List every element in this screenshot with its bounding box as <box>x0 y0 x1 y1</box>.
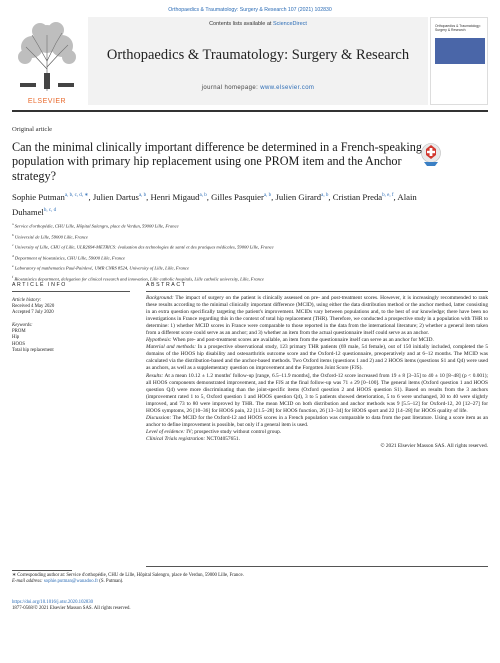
accepted-date: Accepted 7 July 2020 <box>12 310 54 316</box>
received-date: Received 4 May 2020 <box>12 304 55 310</box>
author-list: Sophie Putman$^{a, b, c, d, ∗}$, Julien Dartus$^{a, b}$, Henri Migaud$^{a, b}$, Gilles Pasquier$^{a, b}$, Julien Girard$^{a, b}$, Cristian Preda$^{b, e, f}$, Alain Duhamel$^{b, c, d}$ <box>12 191 417 218</box>
article-info-heading: ARTICLE INFO <box>12 282 130 292</box>
cover-band <box>435 38 485 64</box>
rights-statement: 1877-0568/© 2021 Elsevier Masson SAS. All rights reserved. <box>12 606 131 612</box>
author[interactable]: Sophie Putman$^{a, b, c, d, ∗}$ <box>12 191 89 202</box>
abstract-column <box>146 282 488 450</box>
homepage-link[interactable]: www.elsevier.com <box>260 85 315 91</box>
affiliation: $^d$ Department of biostatistics, CHU Lille, 59000 Lille, France <box>12 253 126 261</box>
homepage-prefix: journal homepage: <box>201 85 259 91</box>
affiliation: $^b$ Université de Lille, 59000 Lille, France <box>12 232 89 240</box>
elsevier-tree-icon <box>12 17 82 95</box>
abstract-discussion: Discussion: The MCID for the Oxford-12 and HOOS scores in a French population was comparable to data from the past literature. Using a score item as an anchor to define improvement is possible, but only if a general item is used. <box>146 414 488 428</box>
author[interactable]: Julien Dartus$^{a, b}$ <box>92 191 147 202</box>
abstract-level: Level of evidence: IV; prospective study without control group. <box>146 428 282 435</box>
abstract-hypothesis: Hypothesis: When pre- and post-treatment scores are available, an item from the questionnaire itself can serve as an anchor for MCID. <box>146 337 434 344</box>
crossmark-icon[interactable] <box>420 142 442 168</box>
keywords <box>12 323 132 353</box>
article-type: Original article <box>12 126 53 133</box>
keyword[interactable]: PROM <box>12 329 26 335</box>
journal-header-band <box>88 17 428 105</box>
journal-title[interactable]: Orthopaedics & Traumatology: Surgery & Research <box>106 47 410 63</box>
abstract-trial: Clinical Trials registration: NCT04057651. <box>146 435 240 442</box>
article-info-column <box>12 282 132 354</box>
header-divider <box>12 110 488 112</box>
footnote-rule <box>12 570 72 571</box>
doi-block <box>12 600 488 613</box>
article-title: Can the minimal clinically important difference be determined in a French-speaking population with primary hip replacement using one PROM item and the Anchor strategy? <box>12 140 422 183</box>
author[interactable]: Alain Duhamel$^{b, c, d}$ <box>12 191 417 218</box>
keyword[interactable]: Hip <box>12 335 20 341</box>
email-line <box>12 579 488 585</box>
keyword[interactable]: Total hip replacement <box>12 347 54 353</box>
abstract-body <box>146 295 488 450</box>
affiliation: $^a$ Service d'orthopédie, CHU Lille, Hôpital Salengro, place de Verdun, 59000 Lille, France <box>12 222 179 229</box>
cover-title: Orthopaedics & Traumatology: Surgery & Research <box>435 24 481 32</box>
abstract-copyright: © 2021 Elsevier Masson SAS. All rights reserved. <box>380 442 488 449</box>
author[interactable]: Gilles Pasquier$^{a, b}$ <box>211 191 272 202</box>
affiliation-list <box>12 220 488 283</box>
journal-header <box>12 17 488 107</box>
doi-link[interactable]: https://doi.org/10.1016/j.otsr.2020.102830 <box>12 600 94 605</box>
abstract-heading: ABSTRACT <box>146 282 488 292</box>
author[interactable]: Cristian Preda$^{b, e, f}$ <box>332 191 394 202</box>
keyword[interactable]: HOOS <box>12 341 26 347</box>
email-label: E-mail address: <box>12 579 43 585</box>
history-label: Article history: <box>12 298 42 303</box>
abstract-background: Background: The impact of surgery on the patient is clinically assessed on pre- and post-treatment scores. However, it is increasingly recommended to rank these results according to the minimal clinically important difference (MCID), using either the data distribution method or the anchor method, latter consisting in an extra question specifically targeting the patient's improvement. MCIDs vary between populations and, to the best of our knowledge; there have been no investigations in France regarding this in the context of total hip replacement (THR). Therefore, we conducted a prospective study in a population with THR to determine: 1) whether MCID scores in France were comparable to those reported in the data from the international literature; 2) whether a general item taken from a different score could serve as an anchor; and 3) whether an item from the actual questionnaire itself could serve as an anchor. <box>146 295 488 337</box>
email-suffix: (S. Putman). <box>99 579 124 585</box>
author[interactable]: Henri Migaud$^{a, b}$ <box>150 191 207 202</box>
corresponding-author-footnote <box>12 573 488 586</box>
journal-citation[interactable]: Orthopaedics & Traumatology: Surgery & Research 107 (2021) 102830 <box>168 7 332 13</box>
elsevier-logo-text: ELSEVIER <box>27 98 67 105</box>
keywords-label: Keywords: <box>12 323 33 329</box>
contents-line <box>88 21 428 27</box>
sciencedirect-link[interactable]: ScienceDirect <box>272 21 307 27</box>
affiliation: $^f$ Biostatistics department, delegation for clinical research and innovation, Lille catholic hospitals, Lille catholic university, Lille, France <box>12 274 265 282</box>
journal-cover-thumbnail[interactable] <box>430 17 488 105</box>
affiliation: $^c$ University of Lille, CHU of Lille, ULR2694-METRICS: évaluation des technologies de santé et des pratiques médicales, 59000 Lille, France <box>12 243 274 250</box>
homepage-line <box>88 85 428 91</box>
article-history <box>12 298 132 316</box>
abstract-methods: Material and methods: In a prospective observational study, 123 primary THR patients (69 male, 54 female), out of 150 initially included, completed the 5 domains of the HOOS hip disability and osteoarthritis outcome score and the Oxford-12 questionnaire, preoperatively and at 6–12 months. The MCID was calculated via the distribution-based and the anchor-based methods. Two Oxford items (questions 1 and 2) and 2 HOOS items (questions S1 and Q4) were used as anchors, as well as a supplementary question on improvement and the Forgotten Joint Score (FJS). <box>146 344 489 372</box>
author[interactable]: Julien Girard$^{a, b}$ <box>275 191 329 202</box>
abstract-results: Results: At a mean 10.12 ± 1.2 months' follow-up [range, 6.5–11.9 months], the Oxford-12 score increased from 19 ± 8 [3–35] to 40 ± 10 [8–48] (p < 0.001); all HOOS components demonstrated improvement, and the FJS at the final follow-up was 71 ± 29 [0–100]. The general items (Oxford question 1 and HOOS question Q4) were more discriminating than the joint-specific items (Oxford question 2 and HOOS question S1). Based on results from the 3 anchors (improvement rated 1 to 5, Oxford question 1 and HOOS question Q4), 3 to 5 patients showed deterioration, 5 to 6 were unchanged, 30 to 40 were slightly improved, and 73 to 80 were improved by THR. The mean MCID on both distribution and anchor methods was 9 [5.5–12] for Oxford-12, 20 [12–27] for HOOS symptoms, 26 [10–36] for HOOS pain, 22 [11.5–28] for HOOS function, 26 [13–34] for HOOS sport and 22 [14–28] for HOOS quality of life. <box>146 372 488 414</box>
contents-prefix: Contents lists available at <box>209 21 272 27</box>
affiliation: $^e$ Laboratory of mathematics Paul-Painlevé, UMR CNRS 8524, University of Lille, Lille, France <box>12 264 190 271</box>
corresponding-author-text: ∗ Corresponding author at: Service d'orthopédie, CHU de Lille, Hôpital Salengro, place de Verdun, 59000 Lille, France. <box>12 573 244 578</box>
elsevier-logo[interactable] <box>12 17 82 105</box>
email-link[interactable]: sophie.putman@wanadoo.fr <box>43 579 99 585</box>
abstract-bottom-rule <box>146 566 488 567</box>
